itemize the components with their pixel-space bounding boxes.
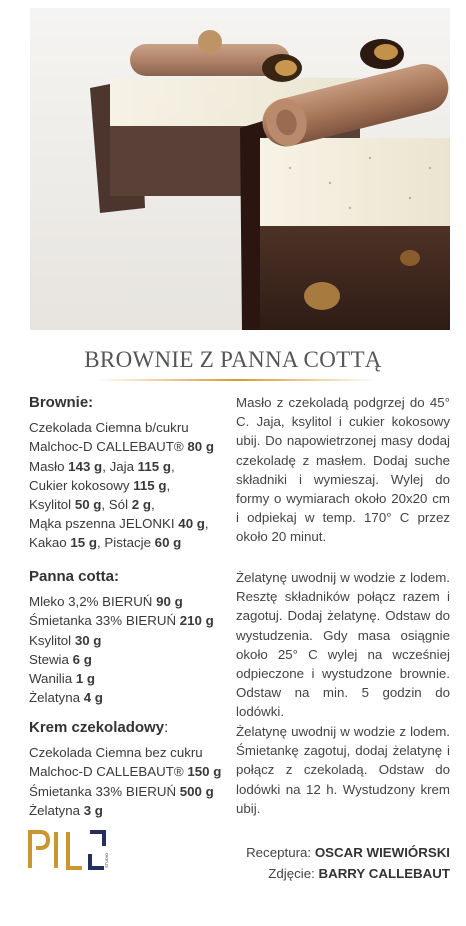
ingredient-line: Wanilia 1 g [29, 671, 96, 687]
ingredient-list [29, 418, 234, 552]
section-heading: Krem czekoladowy: [29, 719, 169, 736]
section-heading: Brownie: [29, 394, 94, 411]
svg-text:STUDIO: STUDIO [104, 852, 109, 868]
ingredient-line: Ksylitol 50 g, Sól 2 g, [29, 497, 155, 513]
ingredient-line: Żelatyna 4 g [29, 690, 103, 706]
section-krem-instructions: Żelatynę uwodnij w wodzie z lodem. Śmietankę zagotuj, dodaj żelatynę i połącz z czekoladą. Odstaw do lodówki na 12 h. Wystudzony krem ubij. [236, 724, 450, 816]
section-panna-cotta-instructions: Żelatynę uwodnij w wodzie z lodem. Resztę składników połącz razem i zagotuj. Dodaj żelatynę. Odstaw do wystudzenia. Gdy masa osiągnie około 25° C wylej na wcześniej odpieczone i wystudzone brownie. Odstaw na min. 5 godzin do lodówki. [236, 570, 450, 720]
ingredient-line: Mleko 3,2% BIERUŃ 90 g [29, 594, 183, 610]
ingredient-line: Śmietanka 33% BIERUŃ 500 g [29, 783, 214, 799]
ingredient-line: Ksylitol 30 g [29, 632, 102, 648]
ingredient-line: Mąka pszenna JELONKI 40 g, [29, 516, 209, 532]
section-krem-ingredients [29, 718, 234, 820]
pils-studio-logo [28, 828, 120, 872]
ingredient-line: Żelatyna 3 g [29, 802, 103, 818]
section-heading: Panna cotta: [29, 568, 120, 585]
ingredient-line: Czekolada Ciemna b/cukru [29, 420, 189, 436]
credits [246, 842, 450, 884]
ingredient-list [29, 743, 234, 820]
ingredient-line: Śmietanka 33% BIERUŃ 210 g [29, 613, 214, 629]
photo-credit: Zdjęcie: BARRY CALLEBAUT [268, 866, 450, 881]
ingredient-list [29, 592, 234, 707]
ingredient-line: Masło 143 g, Jaja 115 g, [29, 458, 175, 474]
ingredient-line: Kakao 15 g, Pistacje 60 g [29, 535, 182, 551]
ingredient-line: Stewia 6 g [29, 651, 92, 667]
section-brownie-instructions: Masło z czekoladą podgrzej do 45° C. Jaja, ksylitol i cukier kokosowy ubij. Do napowietrzonej masy dodaj czekoladę z masłem. Dodaj suche składniki i wymieszaj. Wylej do formy o wymiarach około 20x20 cm i odpiekaj w temp. 170° C przez około 20 minut. [236, 395, 450, 545]
ingredient-line: Cukier kokosowy 115 g, [29, 477, 171, 493]
recipe-title: BROWNIE Z PANNA COTTĄ [84, 347, 382, 372]
ingredient-line: Malchoc-D CALLEBAUT® 150 g [29, 764, 222, 780]
ingredient-line: Czekolada Ciemna bez cukru [29, 745, 203, 761]
dessert-photo [30, 8, 450, 330]
section-brownie-ingredients [29, 393, 234, 553]
section-panna-cotta-ingredients [29, 567, 234, 707]
ingredient-line: Malchoc-D CALLEBAUT® 80 g [29, 439, 214, 455]
title-underline [96, 379, 378, 381]
recipe-credit: Receptura: OSCAR WIEWIÓRSKI [246, 845, 450, 860]
